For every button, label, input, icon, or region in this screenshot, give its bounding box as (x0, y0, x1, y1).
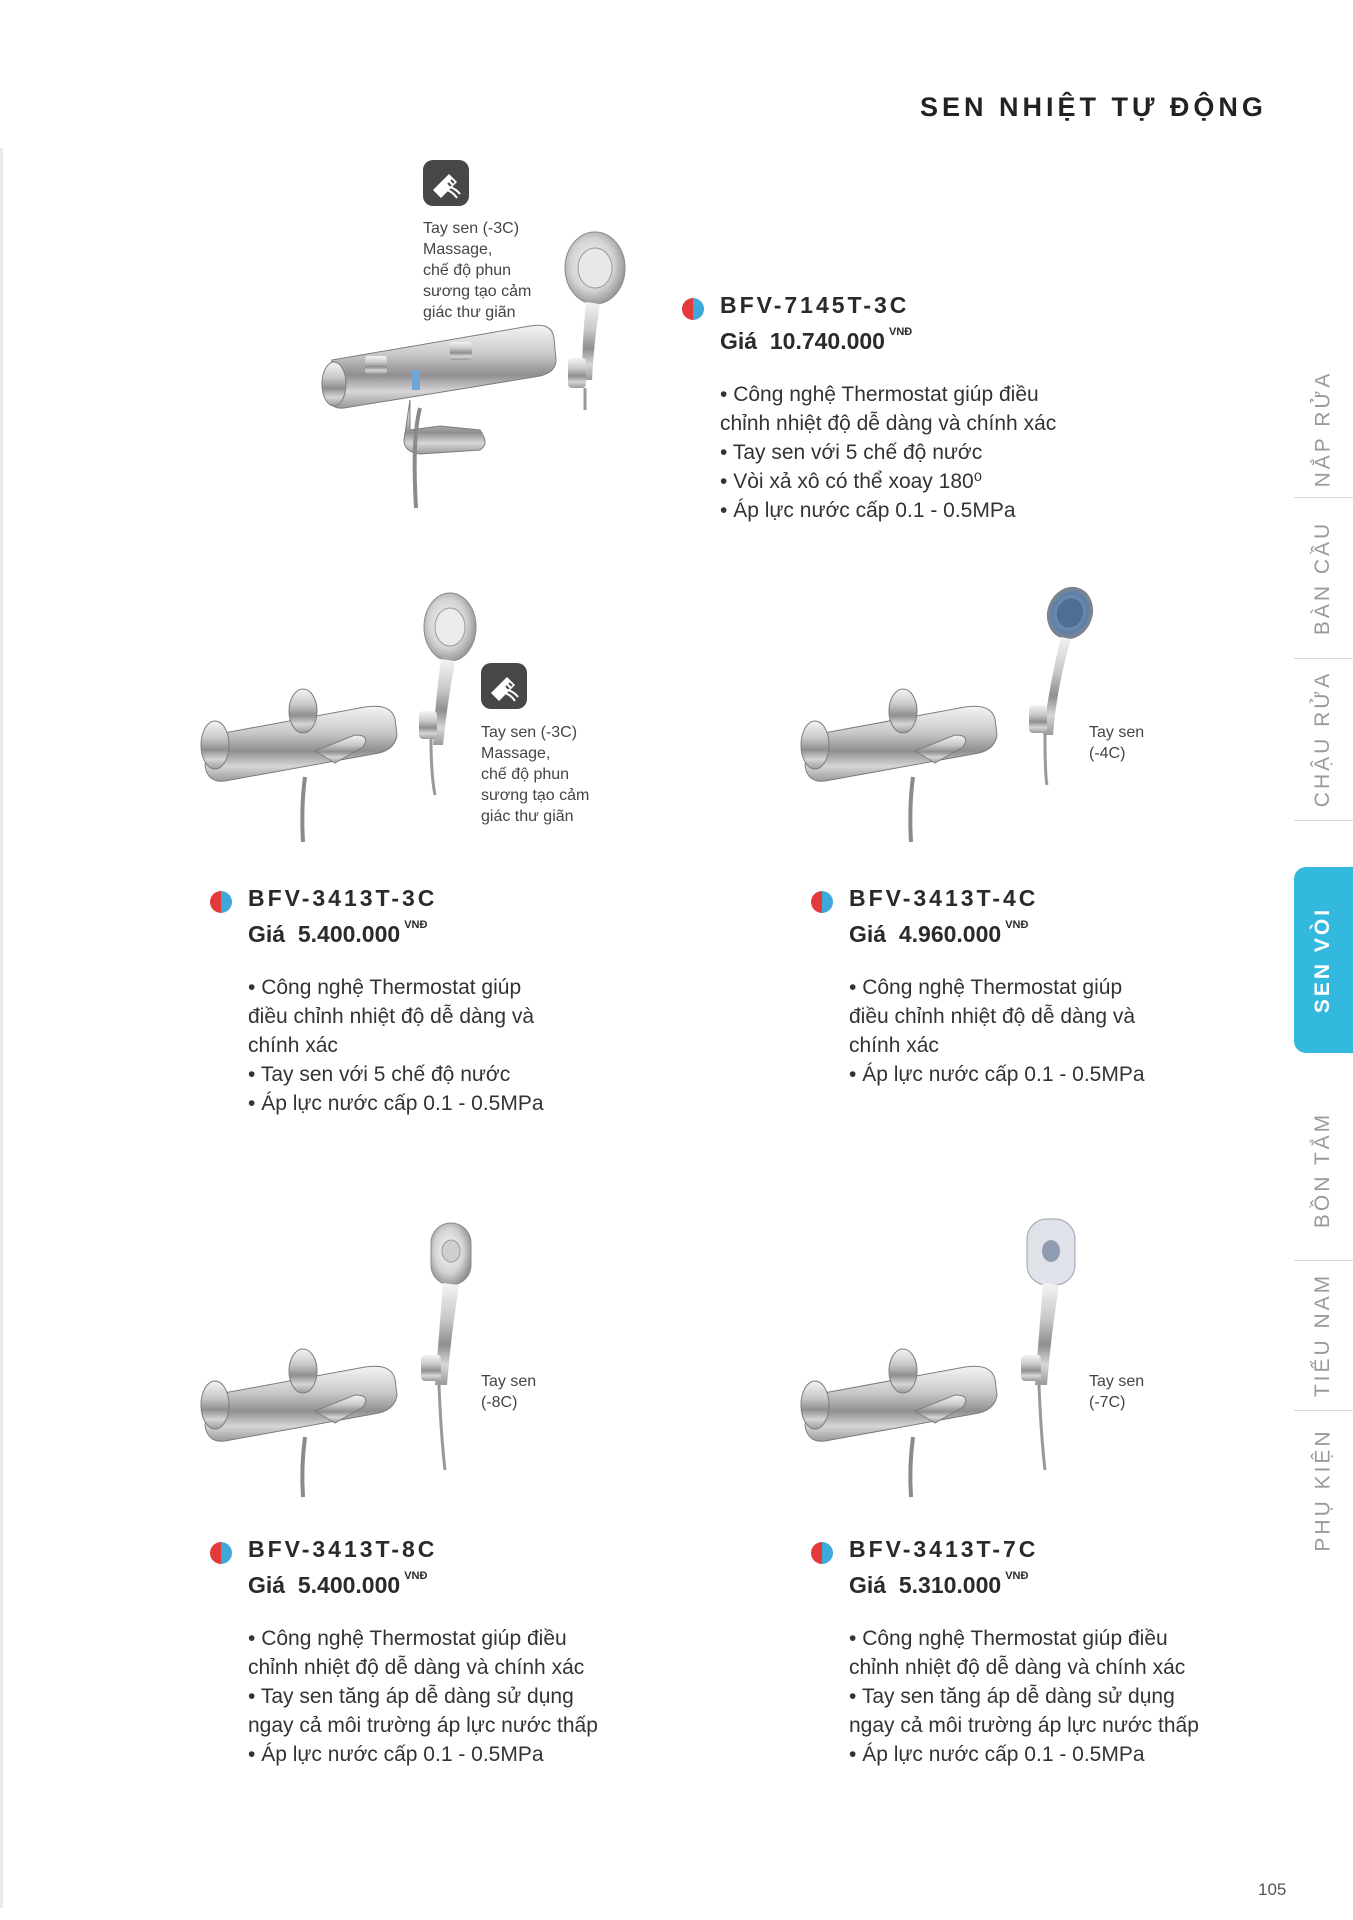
product-image-bfv-3413t-8c (195, 1215, 495, 1505)
feature-item: • Áp lực nước cấp 0.1 - 0.5MPa (849, 1740, 1199, 1769)
caption-line: Tay sen (481, 1373, 537, 1390)
product-card (682, 292, 1282, 542)
price-currency: VNĐ (888, 326, 913, 338)
nav-tab-label: TIỂU NAM (1311, 1272, 1335, 1398)
price-currency: VNĐ (1005, 1570, 1029, 1582)
product-code: BFV-3413T-7C (849, 1536, 1039, 1562)
page-title: SEN NHIỆT TỰ ĐỘNG (920, 92, 1267, 122)
caption-line: chế độ phun (481, 766, 570, 783)
nav-tab-label: BỒN TẮM (1311, 1111, 1335, 1229)
feature-list (248, 973, 544, 1118)
feature-list (248, 1624, 598, 1769)
caption-line: Massage, (481, 745, 551, 762)
nav-tab-tieu-nam[interactable] (1294, 1260, 1353, 1411)
feature-item: chỉnh nhiệt độ dễ dàng và chính xác (849, 1656, 1186, 1679)
nav-tab-label: CHẬU RỬA (1311, 670, 1335, 808)
feature-item: • Công nghệ Thermostat giúp (849, 973, 1145, 1002)
feature-item: điều chỉnh nhiệt độ dễ dàng và (248, 1005, 535, 1028)
product-code: BFV-3413T-4C (849, 885, 1039, 911)
massage-mode-icon (481, 663, 527, 709)
caption-line: giác thư giãn (423, 304, 516, 321)
caption-line: sương tạo cảm (423, 283, 532, 300)
product-price (849, 1570, 1028, 1599)
product-code: BFV-3413T-3C (248, 885, 438, 911)
product-price (720, 326, 912, 355)
price-prefix: Giá (248, 1572, 286, 1598)
product-code: BFV-3413T-8C (248, 1536, 438, 1562)
feature-list (849, 1624, 1199, 1769)
massage-mode-icon (423, 160, 469, 206)
nav-tab-sen-voi[interactable] (1294, 867, 1353, 1053)
shower-head-caption (1089, 722, 1144, 764)
nav-tab-label: BÀN CẦU (1311, 520, 1335, 635)
caption-line: (-8C) (481, 1394, 518, 1411)
feature-item: chính xác (248, 1034, 338, 1057)
product-price (248, 1570, 427, 1599)
nav-tab-label: SEN VÒI (1311, 906, 1335, 1014)
hot-cold-icon (811, 891, 833, 913)
price-value: 4.960.000 (898, 921, 1002, 947)
product-card (811, 885, 1271, 1105)
product-image-bfv-3413t-3c (195, 585, 495, 845)
price-currency: VNĐ (404, 1570, 428, 1582)
nav-tab-nap-rua[interactable] (1294, 360, 1353, 498)
feature-item: chỉnh nhiệt độ dễ dàng và chính xác (248, 1656, 585, 1679)
nav-tab-ban-cau[interactable] (1294, 497, 1353, 659)
hot-cold-icon (811, 1542, 833, 1564)
feature-item: • Tay sen tăng áp dễ dàng sử dụng (248, 1682, 598, 1711)
nav-tab-label: NẮP RỬA (1311, 370, 1335, 487)
price-value: 5.310.000 (898, 1572, 1002, 1598)
caption-line: (-4C) (1089, 745, 1126, 762)
caption-line: giác thư giãn (481, 808, 574, 825)
hot-cold-icon (210, 891, 232, 913)
caption-line: (-7C) (1089, 1394, 1126, 1411)
feature-item: • Áp lực nước cấp 0.1 - 0.5MPa (849, 1060, 1145, 1089)
price-value: 5.400.000 (297, 1572, 401, 1598)
feature-list (720, 380, 1056, 525)
feature-list (849, 973, 1145, 1089)
price-prefix: Giá (849, 921, 887, 947)
product-image-bfv-7145t-3c (320, 230, 650, 520)
product-image-bfv-3413t-7c (795, 1215, 1095, 1505)
feature-item: ngay cả môi trường áp lực nước thấp (248, 1714, 598, 1737)
price-value: 10.740.000 (769, 328, 885, 354)
caption-line: Tay sen (1089, 724, 1145, 741)
caption-line: Tay sen (-3C) (481, 724, 578, 741)
feature-item: • Tay sen tăng áp dễ dàng sử dụng (849, 1682, 1199, 1711)
product-image-bfv-3413t-4c-drawing (795, 585, 1095, 845)
product-code: BFV-7145T-3C (720, 292, 910, 318)
price-value: 5.400.000 (297, 921, 401, 947)
caption-line: Tay sen (-3C) (423, 220, 520, 237)
price-prefix: Giá (849, 1572, 887, 1598)
caption-line: Massage, (423, 241, 493, 258)
left-divider (0, 148, 3, 1908)
product-price (849, 919, 1028, 948)
product-card (811, 1536, 1281, 1776)
side-nav (1294, 360, 1353, 1560)
feature-item: • Áp lực nước cấp 0.1 - 0.5MPa (720, 496, 1056, 525)
feature-item: • Công nghệ Thermostat giúp điều (849, 1624, 1199, 1653)
caption-line: Tay sen (1089, 1373, 1145, 1390)
product-card (210, 885, 640, 1125)
price-currency: VNĐ (404, 919, 428, 931)
nav-tab-chau-rua[interactable] (1294, 658, 1353, 821)
product-price (248, 919, 427, 948)
product-card (210, 1536, 680, 1776)
feature-item: • Tay sen với 5 chế độ nước (248, 1060, 544, 1089)
feature-item: chỉnh nhiệt độ dễ dàng và chính xác (720, 412, 1057, 435)
feature-item: ngay cả môi trường áp lực nước thấp (849, 1714, 1199, 1737)
price-prefix: Giá (248, 921, 286, 947)
feature-item: • Áp lực nước cấp 0.1 - 0.5MPa (248, 1089, 544, 1118)
price-currency: VNĐ (1005, 919, 1029, 931)
feature-item: • Áp lực nước cấp 0.1 - 0.5MPa (248, 1740, 598, 1769)
hot-cold-icon (682, 298, 704, 320)
nav-tab-label: PHỤ KIỆN (1311, 1428, 1335, 1552)
shower-head-caption (481, 1371, 536, 1413)
price-prefix: Giá (720, 328, 758, 354)
page-number: 105 (1258, 1880, 1287, 1899)
feature-item: điều chỉnh nhiệt độ dễ dàng và (849, 1005, 1136, 1028)
hot-cold-icon (210, 1542, 232, 1564)
feature-item: • Tay sen với 5 chế độ nước (720, 438, 1056, 467)
caption-line: chế độ phun (423, 262, 512, 279)
feature-item: • Vòi xả xô có thể xoay 180⁰ (720, 467, 1056, 496)
nav-tab-bon-tam[interactable] (1294, 1080, 1353, 1261)
caption-line: sương tạo cảm (481, 787, 590, 804)
nav-tab-phu-kien[interactable] (1294, 1410, 1353, 1570)
shower-head-caption (1089, 1371, 1144, 1413)
feature-item: • Công nghệ Thermostat giúp điều (720, 380, 1056, 409)
feature-item: • Công nghệ Thermostat giúp điều (248, 1624, 598, 1653)
feature-item: • Công nghệ Thermostat giúp (248, 973, 544, 1002)
feature-item: chính xác (849, 1034, 939, 1057)
shower-head-caption (481, 722, 589, 827)
